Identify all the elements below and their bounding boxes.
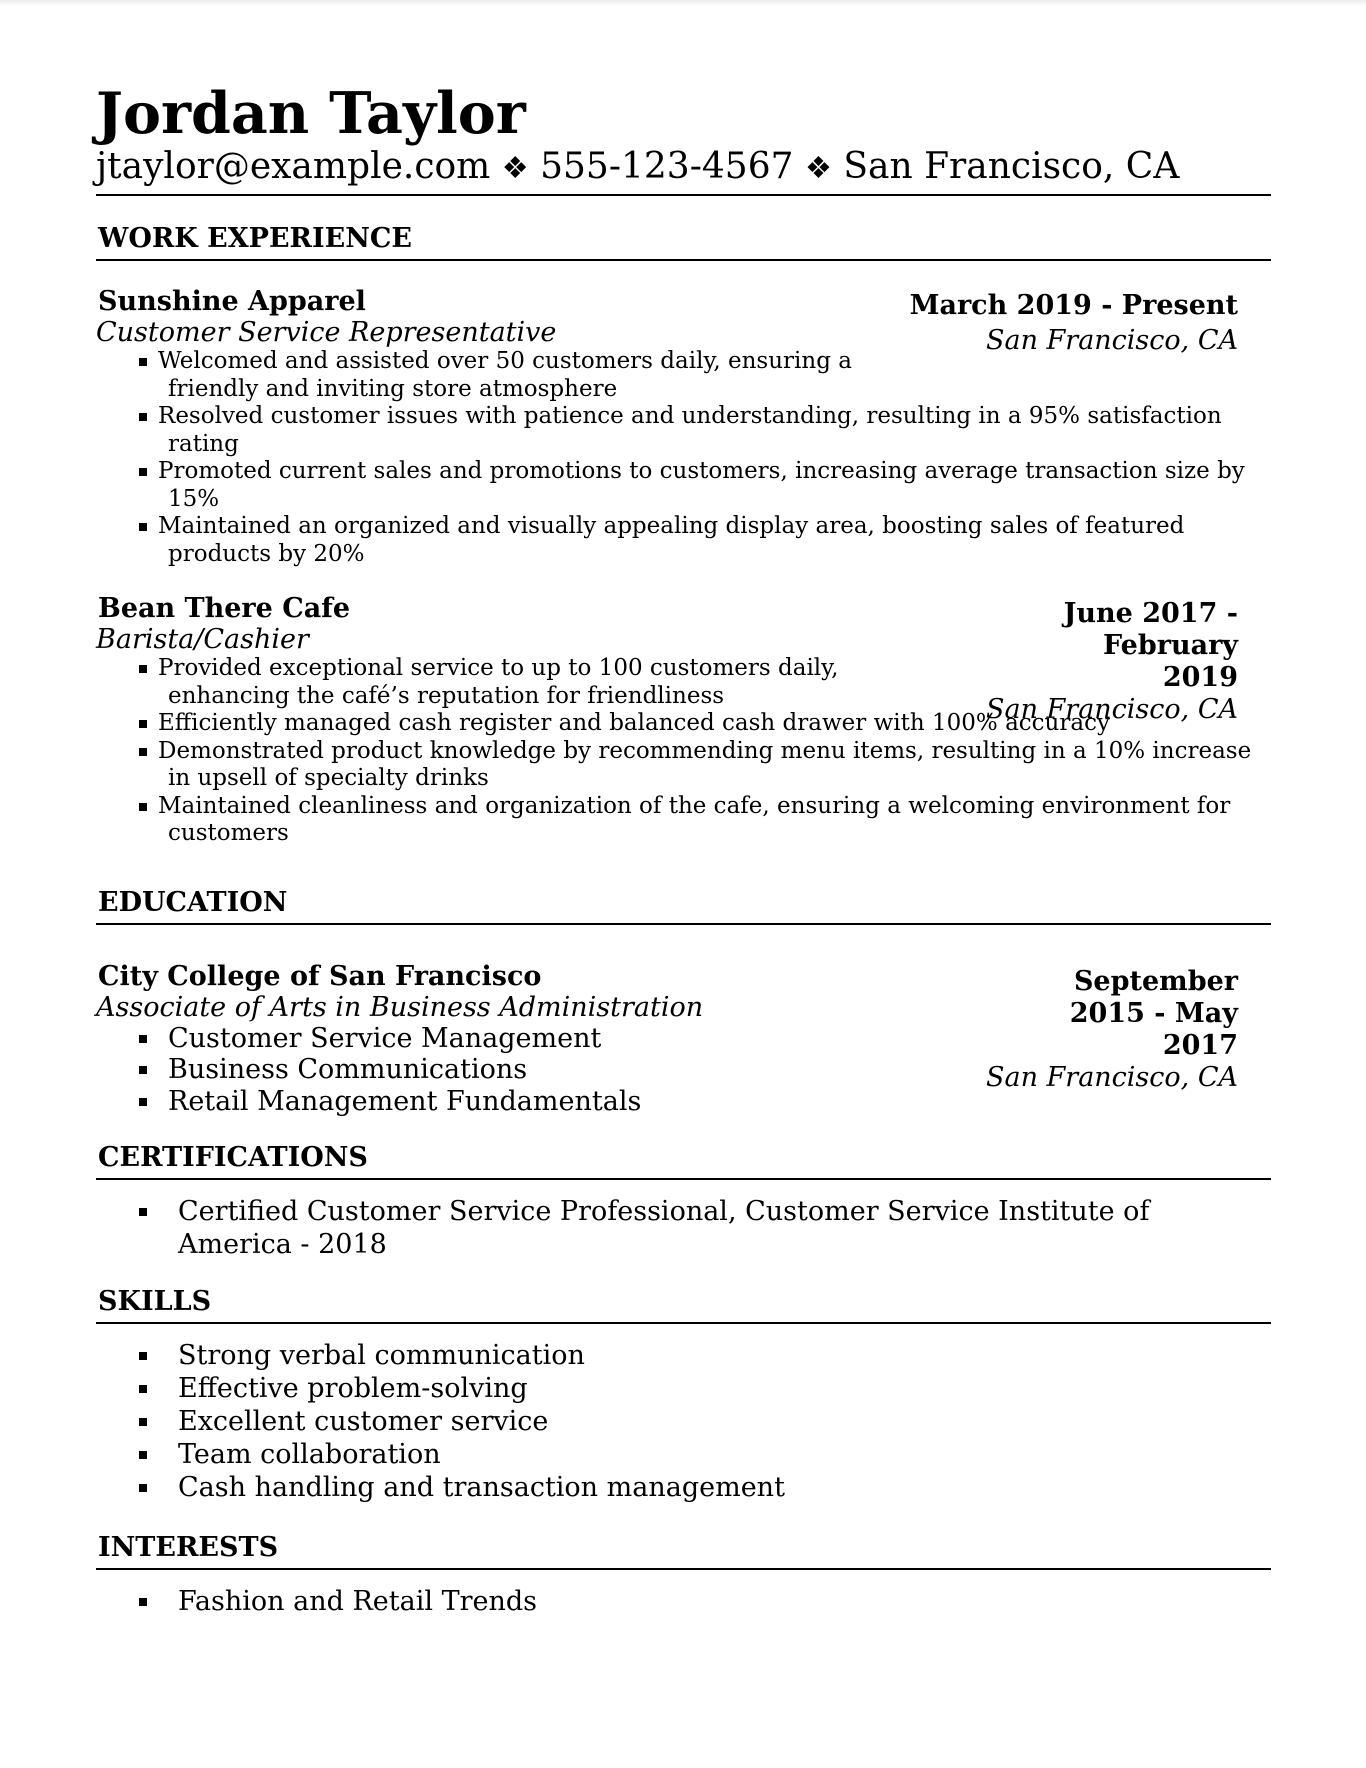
list-item: Fashion and Retail Trends xyxy=(96,1585,1271,1618)
list-item: Effective problem-solving xyxy=(96,1372,1271,1405)
list-item: Retail Management Fundamentals xyxy=(96,1086,1271,1118)
job-location: San Francisco, CA xyxy=(985,325,1238,356)
page-top-shadow xyxy=(0,0,1366,6)
list-item: Provided exceptional service to up to 100 customers daily, enhancing the café’s reputation for friendliness xyxy=(96,655,1271,710)
section-heading-certifications: CERTIFICATIONS xyxy=(96,1141,1271,1180)
list-item: Excellent customer service xyxy=(96,1405,1271,1438)
contact-line xyxy=(96,146,1271,196)
job-bullets xyxy=(96,655,1271,848)
list-item: Promoted current sales and promotions to customers, increasing average transaction size by 15% xyxy=(96,458,1271,513)
list-item: Team collaboration xyxy=(96,1438,1271,1471)
section-heading-work: WORK EXPERIENCE xyxy=(96,222,1271,261)
job-dates: June 2017 - February 2019 xyxy=(1063,598,1238,693)
list-item: Customer Service Management xyxy=(96,1023,1271,1055)
skills-list xyxy=(96,1339,1271,1504)
job-entry xyxy=(96,593,1271,848)
list-item: Certified Customer Service Professional, Customer Service Institute of America - 2018 xyxy=(96,1195,1271,1261)
education-entry xyxy=(96,961,1271,1118)
company-name: Sunshine Apparel xyxy=(98,286,366,317)
list-item: Resolved customer issues with patience and understanding, resulting in a 95% satisfaction rating xyxy=(96,403,1271,458)
list-item: Demonstrated product knowledge by recommending menu items, resulting in a 10% increase in upsell of specialty drinks xyxy=(96,738,1271,793)
degree-name: Associate of Arts in Business Administration xyxy=(96,991,704,1023)
job-location: San Francisco, CA xyxy=(985,694,1238,725)
diamond-separator-icon: ❖ xyxy=(804,151,832,186)
job-entry xyxy=(96,286,1271,568)
list-item: Maintained cleanliness and organization of the cafe, ensuring a welcoming environment for customers xyxy=(96,793,1271,848)
list-item: Welcomed and assisted over 50 customers daily, ensuring a friendly and inviting store atmosphere xyxy=(96,348,1271,403)
diamond-separator-icon: ❖ xyxy=(501,151,529,186)
school-name: City College of San Francisco xyxy=(98,960,542,992)
email-text: jtaylor@example.com xyxy=(96,146,491,187)
certification-list xyxy=(96,1195,1271,1261)
job-title: Customer Service Representative xyxy=(96,317,557,348)
section-heading-skills: SKILLS xyxy=(96,1285,1271,1324)
job-meta xyxy=(898,290,1238,357)
section-heading-interests: INTERESTS xyxy=(96,1531,1271,1570)
education-location: San Francisco, CA xyxy=(985,1061,1238,1093)
location-text: San Francisco, CA xyxy=(843,146,1180,187)
list-item: Business Communications xyxy=(96,1054,1271,1086)
job-dates: March 2019 - Present xyxy=(909,290,1238,321)
list-item: Strong verbal communication xyxy=(96,1339,1271,1372)
education-dates: September 2015 - May 2017 xyxy=(1069,965,1238,1061)
job-bullets xyxy=(96,348,1271,568)
interests-list xyxy=(96,1585,1271,1618)
list-item: Efficiently managed cash register and balanced cash drawer with 100% accuracy xyxy=(96,710,1271,738)
candidate-name: Jordan Taylor xyxy=(96,80,526,147)
resume-page xyxy=(96,78,1271,1618)
course-list xyxy=(96,1023,1271,1118)
list-item: Maintained an organized and visually appealing display area, boosting sales of featured products by 20% xyxy=(96,513,1271,568)
phone-text: 555-123-4567 xyxy=(540,146,794,187)
job-title: Barista/Cashier xyxy=(96,624,309,655)
list-item: Cash handling and transaction management xyxy=(96,1471,1271,1504)
section-heading-education: EDUCATION xyxy=(96,886,1271,925)
company-name: Bean There Cafe xyxy=(98,593,351,624)
